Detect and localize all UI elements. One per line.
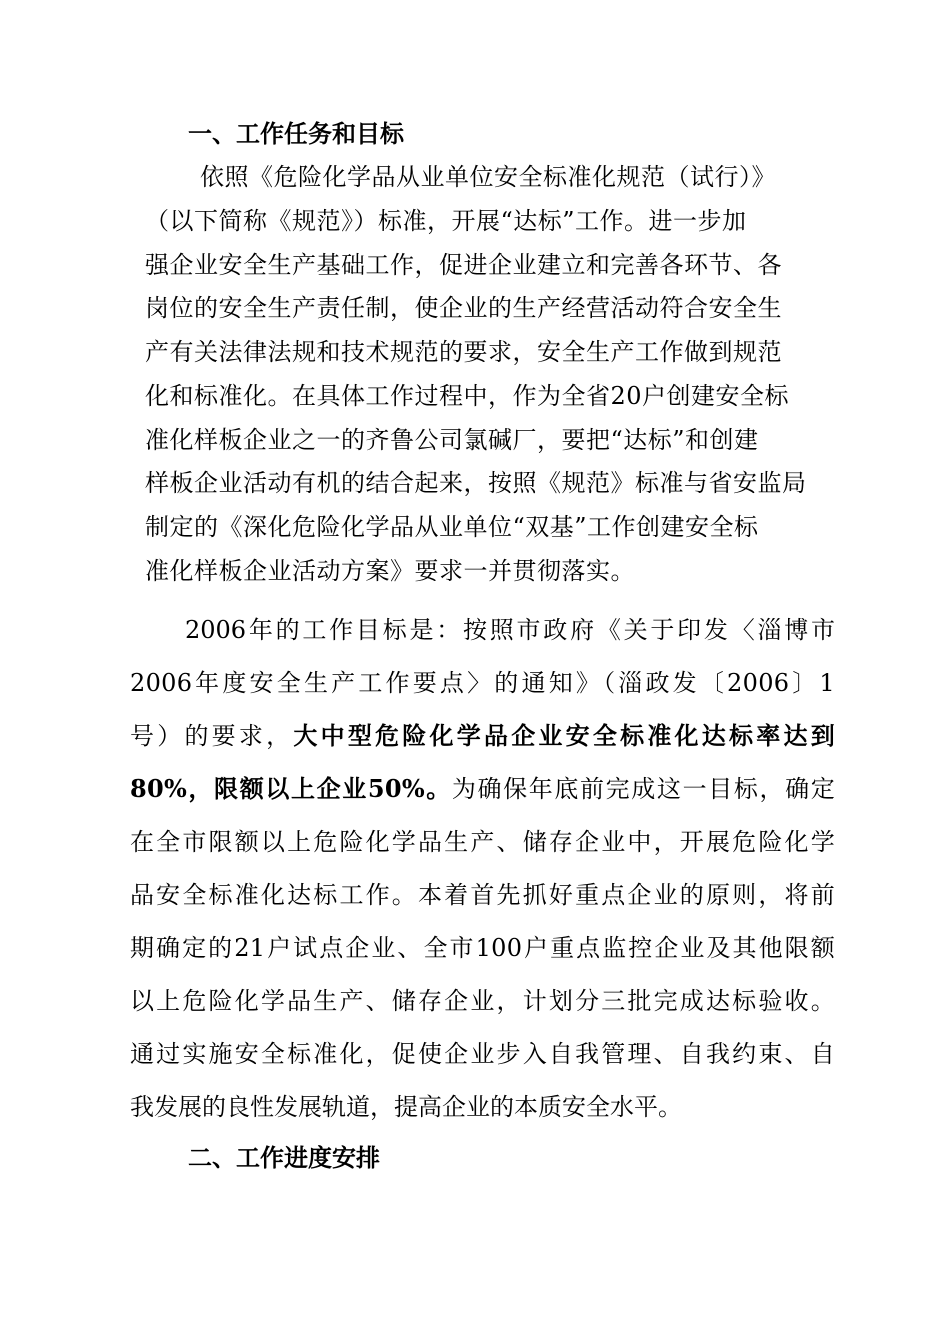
paragraph-line: 期确定的21户试点企业、全市100户重点监控企业及其他限额 (130, 934, 835, 962)
text-run: 号）的要求， (130, 722, 294, 750)
paragraph-line: 我发展的良性发展轨道，提高企业的本质安全水平。 (130, 1093, 682, 1121)
paragraph-line: 2006年的工作目标是：按照市政府《关于印发〈淄博市 (185, 616, 835, 644)
paragraph-line: 岗位的安全生产责任制，使企业的生产经营活动符合安全生 (145, 294, 782, 322)
paragraph-line: 样板企业活动有机的结合起来，按照《规范》标准与省安监局 (145, 469, 807, 497)
paragraph-line: 依照《危险化学品从业单位安全标准化规范（试行）》 (200, 163, 776, 191)
paragraph-line: 产有关法律法规和技术规范的要求，安全生产工作做到规范 (145, 338, 782, 366)
paragraph-line: 化和标准化。在具体工作过程中，作为全省20户创建安全标 (145, 382, 790, 410)
section-heading-2: 二、工作进度安排 (188, 1144, 380, 1172)
text-run: 为确保年底前完成这一目标，确定 (451, 775, 836, 803)
paragraph-line: 在全市限额以上危险化学品生产、储存企业中，开展危险化学 (130, 828, 835, 856)
paragraph-line: （以下简称《规范》）标准，开展“达标”工作。进一步加 (145, 207, 747, 235)
emphasis-text: 80%，限额以上企业50%。 (130, 774, 452, 803)
emphasis-text: 大中型危险化学品企业安全标准化达标率达到 (293, 721, 835, 750)
paragraph-line: 准化样板企业之一的齐鲁公司氯碱厂，要把“达标”和创建 (145, 426, 759, 454)
section-heading-1: 一、工作任务和目标 (188, 120, 404, 148)
paragraph-line: 通过实施安全标准化，促使企业步入自我管理、自我约束、自 (130, 1040, 835, 1068)
paragraph-line: 制定的《深化危险化学品从业单位“双基”工作创建安全标 (145, 513, 759, 541)
paragraph-line (130, 773, 835, 805)
paragraph-line: 以上危险化学品生产、储存企业，计划分三批完成达标验收。 (130, 987, 835, 1015)
paragraph-line: 强企业安全生产基础工作，促进企业建立和完善各环节、各 (145, 251, 782, 279)
paragraph-line: 品安全标准化达标工作。本着首先抓好重点企业的原则，将前 (130, 881, 835, 909)
paragraph-line: 2006年度安全生产工作要点〉的通知》（淄政发〔2006〕1 (130, 669, 835, 697)
paragraph-line: 准化样板企业活动方案》要求一并贯彻落实。 (145, 557, 635, 585)
paragraph-line (130, 720, 835, 752)
